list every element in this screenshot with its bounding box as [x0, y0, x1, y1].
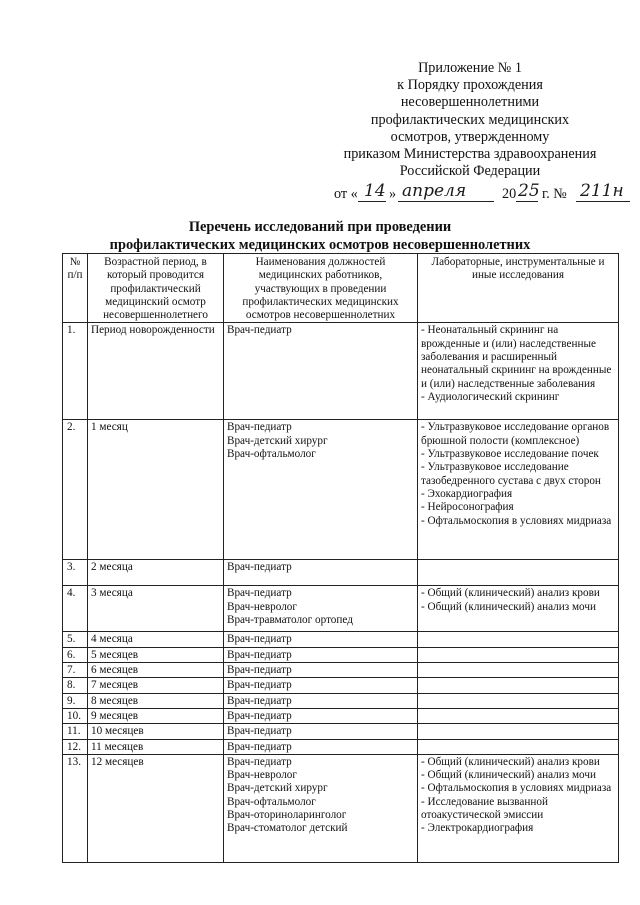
order-prefix: от «: [334, 186, 358, 202]
doctor-position: Врач-офтальмолог: [227, 795, 316, 808]
test-item: - Ультразвуковое исследование тазобедренного сустава с двух сторон: [421, 461, 601, 487]
row-tests: [418, 693, 619, 708]
row-tests: [418, 754, 619, 862]
row-age-period: 7 месяцев: [88, 678, 224, 693]
doctor-position: Врач-невролог: [227, 769, 297, 782]
row-doctors: [224, 663, 418, 678]
row-number: 10.: [63, 708, 88, 723]
test-item: - Общий (клинический) анализ мочи: [421, 769, 596, 782]
doctor-position: Врач-педиатр: [227, 694, 292, 707]
table-row: [63, 323, 619, 420]
table-row: [63, 663, 619, 678]
doctor-position: Врач-педиатр: [227, 725, 292, 738]
row-doctors: [224, 323, 418, 420]
order-year-label: г. №: [542, 186, 567, 202]
row-number: 6.: [63, 647, 88, 662]
appendix-heading: [300, 60, 640, 180]
row-number: 3.: [63, 560, 88, 586]
row-tests: [418, 678, 619, 693]
order-date-line: [334, 181, 634, 208]
order-year-prefix: 20: [502, 186, 517, 202]
row-age-period: 1 месяц: [88, 420, 224, 560]
row-number: 13.: [63, 754, 88, 862]
row-number: 1.: [63, 323, 88, 420]
row-doctors: [224, 647, 418, 662]
table-row: [63, 647, 619, 662]
row-tests: [418, 560, 619, 586]
row-doctors: [224, 708, 418, 723]
table-row: [63, 560, 619, 586]
row-number: 12.: [63, 739, 88, 754]
appendix-line: приказом Министерства здравоохранения: [343, 146, 597, 163]
test-item: - Неонатальный скрининг на врожденные и (или) наследственные заболевания и расширенный неонатальный скрининг на врожденные и (или) наследственные заболевания: [421, 324, 612, 390]
row-doctors: [224, 739, 418, 754]
row-tests: [418, 739, 619, 754]
row-doctors: [224, 560, 418, 586]
doctor-position: Врач-педиатр: [227, 679, 292, 692]
row-age-period: 10 месяцев: [88, 724, 224, 739]
test-item: - Нейросонография: [421, 501, 514, 514]
title-line: Перечень исследований при проведении: [188, 219, 452, 235]
table-body: [63, 323, 619, 862]
appendix-line: несовершеннолетними: [400, 94, 540, 111]
table-row: [63, 420, 619, 560]
row-number: 8.: [63, 678, 88, 693]
row-age-period: 9 месяцев: [88, 708, 224, 723]
appendix-line: профилактических медицинских: [370, 111, 570, 128]
doctor-position: Врач-педиатр: [227, 664, 292, 677]
row-tests: [418, 663, 619, 678]
doctor-position: Врач-офтальмолог: [227, 448, 316, 461]
row-age-period: 8 месяцев: [88, 693, 224, 708]
table-header-row: [63, 254, 619, 323]
doctor-position: Врач-детский хирург: [227, 434, 328, 447]
doctor-position: Врач-педиатр: [227, 633, 292, 646]
order-month-handwritten: апреля: [402, 181, 467, 201]
row-doctors: [224, 724, 418, 739]
document-title: [0, 219, 640, 254]
row-tests: [418, 586, 619, 632]
order-mid: »: [389, 186, 397, 202]
row-age-period: 3 месяца: [88, 586, 224, 632]
row-number: 2.: [63, 420, 88, 560]
row-tests: [418, 420, 619, 560]
row-doctors: [224, 678, 418, 693]
examinations-table: [62, 253, 619, 863]
order-day-handwritten: 14: [364, 181, 386, 201]
test-item: - Общий (клинический) анализ мочи: [421, 600, 596, 613]
doctor-position: Врач-педиатр: [227, 324, 292, 337]
header-doctors: Наименования должностей медицинских работников, участвующих в проведении профилактических медицинских осмотров несовершеннолетних: [224, 254, 418, 323]
header-num: № п/п: [63, 254, 88, 323]
test-item: - Ультразвуковое исследование почек: [421, 448, 599, 461]
row-age-period: 5 месяцев: [88, 647, 224, 662]
row-number: 9.: [63, 693, 88, 708]
row-tests: [418, 632, 619, 647]
doctor-position: Врач-невролог: [227, 600, 297, 613]
doctor-position: Врач-педиатр: [227, 561, 292, 574]
test-item: - Общий (клинический) анализ крови: [421, 587, 600, 600]
row-tests: [418, 724, 619, 739]
row-doctors: [224, 754, 418, 862]
row-age-period: 2 месяца: [88, 560, 224, 586]
test-item: - Электрокардиография: [421, 822, 534, 835]
row-number: 4.: [63, 586, 88, 632]
row-doctors: [224, 632, 418, 647]
row-tests: [418, 647, 619, 662]
row-doctors: [224, 693, 418, 708]
order-number-handwritten: 211н: [580, 181, 624, 201]
table-row: [63, 678, 619, 693]
table-row: [63, 754, 619, 862]
row-number: 7.: [63, 663, 88, 678]
table-row: [63, 724, 619, 739]
doctor-position: Врач-педиатр: [227, 587, 292, 600]
appendix-line: Приложение № 1: [418, 60, 522, 76]
test-item: - Офтальмоскопия в условиях мидриаза: [421, 514, 612, 527]
test-item: - Аудиологический скрининг: [421, 390, 560, 403]
doctor-position: Врач-травматолог ортопед: [227, 614, 353, 627]
title-line: профилактических медицинских осмотров несовершеннолетних: [109, 236, 531, 253]
table-row: [63, 708, 619, 723]
test-item: - Эхокардиография: [421, 487, 513, 500]
row-number: 11.: [63, 724, 88, 739]
doctor-position: Врач-стоматолог детский: [227, 822, 348, 835]
test-item: - Исследование вызванной отоакустической эмиссии: [421, 795, 548, 822]
doctor-position: Врач-педиатр: [227, 421, 292, 434]
header-period: Возрастной период, в который проводится профилактический медицинский осмотр несовершеннолетнего: [88, 254, 224, 323]
table-row: [63, 586, 619, 632]
row-tests: [418, 323, 619, 420]
doctor-position: Врач-педиатр: [227, 709, 292, 722]
table-row: [63, 693, 619, 708]
doctor-position: Врач-педиатр: [227, 648, 292, 661]
header-tests: Лабораторные, инструментальные и иные исследования: [418, 254, 619, 323]
row-age-period: Период новорожденности: [88, 323, 224, 420]
appendix-line: к Порядку прохождения: [397, 77, 543, 94]
table-row: [63, 739, 619, 754]
row-number: 5.: [63, 632, 88, 647]
row-doctors: [224, 420, 418, 560]
order-year-suffix-handwritten: 25: [518, 181, 540, 201]
doctor-position: Врач-оториноларинголог: [227, 809, 347, 822]
appendix-line: Российской Федерации: [399, 163, 541, 180]
row-age-period: 6 месяцев: [88, 663, 224, 678]
doctor-position: Врач-педиатр: [227, 755, 292, 768]
row-doctors: [224, 586, 418, 632]
doctor-position: Врач-педиатр: [227, 740, 292, 753]
test-item: - Ультразвуковое исследование органов брюшной полости (комплексное): [421, 421, 610, 447]
row-age-period: 11 месяцев: [88, 739, 224, 754]
row-age-period: 12 месяцев: [88, 754, 224, 862]
test-item: - Общий (клинический) анализ крови: [421, 755, 600, 768]
appendix-line: осмотров, утвержденному: [390, 128, 550, 145]
test-item: - Офтальмоскопия в условиях мидриаза: [421, 782, 612, 795]
row-age-period: 4 месяца: [88, 632, 224, 647]
row-tests: [418, 708, 619, 723]
doctor-position: Врач-детский хирург: [227, 782, 328, 795]
table-row: [63, 632, 619, 647]
